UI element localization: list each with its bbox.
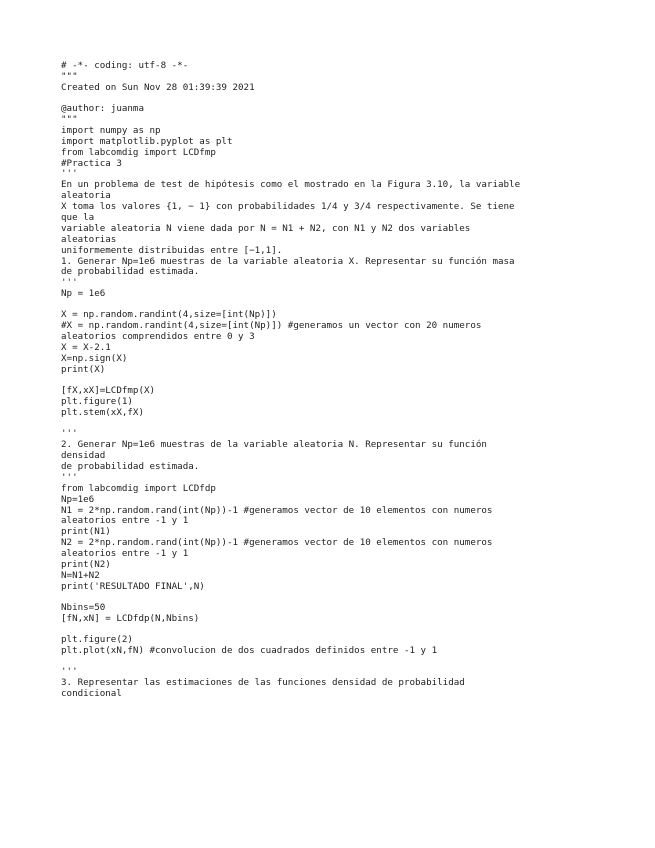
blank-line xyxy=(61,625,621,635)
code-line: plt.stem(xX,fX) xyxy=(61,407,144,418)
code-line: uniformemente distribuidas entre [−1,1]. xyxy=(61,244,283,256)
code-line: aleatorias xyxy=(61,233,117,245)
code-line: aleatorios entre -1 y 1 xyxy=(61,548,189,560)
code-line: aleatorios comprendidos entre 0 y 3 xyxy=(61,331,255,343)
code-line: #X = np.random.randint(4,size=[int(Np)]) #generamos un vector con 20 numeros xyxy=(61,320,482,332)
code-line: print('RESULTADO FINAL',N) xyxy=(61,580,205,592)
code-line: Np = 1e6 xyxy=(61,288,106,300)
code-line: """ xyxy=(61,113,78,125)
code-line: from labcomdig import LCDfdp xyxy=(61,482,216,494)
code-line: 2. Generar Np=1e6 muestras de la variable aleatoria N. Representar su función xyxy=(61,439,487,451)
code-line: ''' xyxy=(61,666,78,678)
code-line: plt.figure(2) xyxy=(61,634,133,646)
code-line: N1 = 2*np.random.rand(int(Np))-1 #generamos vector de 10 elementos con numeros xyxy=(61,504,493,516)
code-line: import numpy as np xyxy=(61,124,161,136)
code-line: En un problema de test de hipótesis como el mostrado en la Figura 3.10, la variable xyxy=(61,179,521,191)
code-line: print(N1) xyxy=(61,526,111,538)
code-line: de probabilidad estimada. xyxy=(61,460,200,472)
code-line: aleatoria xyxy=(61,190,111,202)
code-line: X=np.sign(X) xyxy=(61,353,128,365)
code-line: N=N1+N2 xyxy=(61,569,100,581)
code-line: densidad xyxy=(61,450,106,462)
code-line: print(X) xyxy=(61,363,106,375)
blank-line xyxy=(61,94,621,104)
code-line: Created on Sun Nov 28 01:39:39 2021 xyxy=(61,81,255,93)
code-line: de probabilidad estimada. xyxy=(61,266,200,278)
code-line: Nbins=50 xyxy=(61,602,106,614)
code-line: X = X-2.1 xyxy=(61,342,111,354)
code-line: import matplotlib.pyplot as plt xyxy=(61,135,233,147)
code-line: from labcomdig import LCDfmp xyxy=(61,146,216,158)
code-line: Np=1e6 xyxy=(61,493,95,505)
code-line: 1. Generar Np=1e6 muestras de la variable aleatoria X. Representar su función masa xyxy=(61,255,515,267)
code-line: aleatorios entre -1 y 1 xyxy=(61,515,189,527)
code-line: ''' xyxy=(61,277,78,289)
code-line: X toma los valores {1, − 1} con probabilidades 1/4 y 3/4 respectivamente. Se tiene xyxy=(61,201,515,213)
code-line: """ xyxy=(61,70,78,82)
blank-line xyxy=(61,593,621,603)
code-line: ''' xyxy=(61,428,78,440)
code-line: condicional xyxy=(61,688,122,700)
code-line: 3. Representar las estimaciones de las funciones densidad de probabilidad xyxy=(61,677,465,689)
code-line: [fX,xX]=LCDfmp(X) xyxy=(61,385,156,397)
code-line: ''' xyxy=(61,471,78,483)
code-line: [fN,xN] = LCDfdp(N,Nbins) xyxy=(61,612,200,624)
code-line: @author: juanma xyxy=(61,103,144,115)
code-line: ''' xyxy=(61,168,78,180)
code-line: N2 = 2*np.random.rand(int(Np))-1 #generamos vector de 10 elementos con numeros xyxy=(61,537,493,549)
code-listing xyxy=(61,61,621,700)
code-line: que la xyxy=(61,211,95,223)
code-line: # -*- coding: utf-8 -*- xyxy=(61,60,189,71)
blank-line xyxy=(61,419,621,429)
code-line: plt.plot(xN,fN) #convolucion de dos cuadrados definidos entre -1 y 1 xyxy=(61,645,438,657)
code-line: plt.figure(1) xyxy=(61,396,133,408)
code-line: #Practica 3 xyxy=(61,157,122,169)
blank-line xyxy=(61,657,621,667)
code-line: variable aleatoria N viene dada por N = N1 + N2, con N1 y N2 dos variables xyxy=(61,222,471,234)
code-line: X = np.random.randint(4,size=[int(Np)]) xyxy=(61,309,277,321)
code-line: print(N2) xyxy=(61,558,111,570)
